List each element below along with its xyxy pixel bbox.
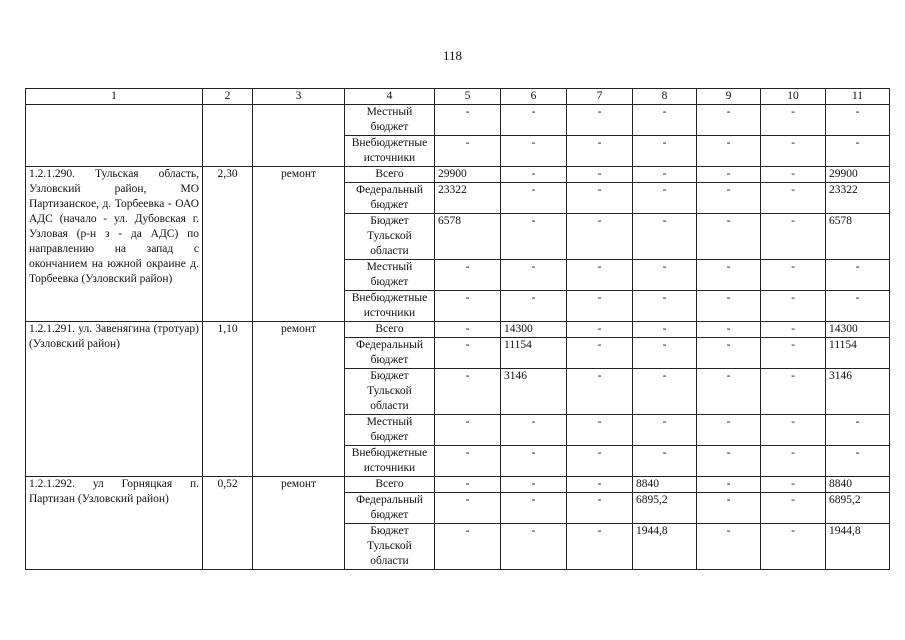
value-cell: 14300	[501, 322, 567, 338]
value-cell: -	[501, 214, 567, 260]
header-row	[26, 89, 890, 105]
value-cell: -	[697, 338, 761, 369]
length-cell	[203, 105, 253, 167]
value-cell: -	[633, 446, 697, 477]
column-header: 3	[253, 89, 345, 105]
value-cell: -	[761, 105, 826, 136]
work-type-cell: ремонт	[253, 322, 345, 477]
value-cell: -	[501, 183, 567, 214]
value-cell: -	[697, 446, 761, 477]
value-cell: -	[567, 446, 633, 477]
value-cell: -	[633, 369, 697, 415]
value-cell: 11154	[826, 338, 890, 369]
budget-table	[25, 88, 890, 570]
value-cell: 1944,8	[633, 524, 697, 570]
object-name-cell: 1.2.1.290. Тульская область, Узловский район, МО Партизанское, д. Торбеевка - ОАО АДС (начало - ул. Дубовская г. Узловая (р-н з - да АДС) по направлению на запад с окончанием на южной окраине д. Торбеевка (Узловский район)	[26, 167, 203, 322]
column-header: 9	[697, 89, 761, 105]
value-cell: -	[697, 183, 761, 214]
funding-source-cell: Федеральный бюджет	[345, 183, 435, 214]
value-cell: 3146	[826, 369, 890, 415]
value-cell: -	[435, 291, 501, 322]
value-cell: -	[761, 136, 826, 167]
value-cell: -	[826, 136, 890, 167]
value-cell: -	[567, 524, 633, 570]
value-cell: -	[501, 291, 567, 322]
work-type-cell	[253, 105, 345, 167]
value-cell: -	[826, 260, 890, 291]
value-cell: 14300	[826, 322, 890, 338]
value-cell: -	[435, 369, 501, 415]
value-cell: 23322	[435, 183, 501, 214]
value-cell: 29900	[435, 167, 501, 183]
column-header: 8	[633, 89, 697, 105]
value-cell: -	[761, 415, 826, 446]
value-cell: -	[501, 105, 567, 136]
value-cell: -	[567, 291, 633, 322]
value-cell: -	[435, 477, 501, 493]
value-cell: -	[567, 415, 633, 446]
value-cell: -	[697, 322, 761, 338]
value-cell: -	[435, 415, 501, 446]
length-cell: 2,30	[203, 167, 253, 322]
column-header: 10	[761, 89, 826, 105]
funding-source-cell: Местный бюджет	[345, 105, 435, 136]
value-cell: -	[435, 260, 501, 291]
funding-source-cell: Бюджет Тульской области	[345, 524, 435, 570]
value-cell: -	[501, 415, 567, 446]
value-cell: -	[633, 136, 697, 167]
value-cell: -	[761, 167, 826, 183]
value-cell: -	[761, 214, 826, 260]
table-row	[26, 322, 890, 338]
value-cell: -	[567, 369, 633, 415]
value-cell: -	[697, 214, 761, 260]
value-cell: -	[697, 369, 761, 415]
length-cell: 0,52	[203, 477, 253, 570]
value-cell: -	[501, 446, 567, 477]
value-cell: -	[633, 291, 697, 322]
value-cell: -	[501, 260, 567, 291]
value-cell: -	[826, 291, 890, 322]
value-cell: -	[697, 493, 761, 524]
value-cell: -	[435, 493, 501, 524]
value-cell: -	[633, 167, 697, 183]
value-cell: -	[826, 446, 890, 477]
table-row	[26, 167, 890, 183]
value-cell: -	[697, 291, 761, 322]
value-cell: -	[761, 493, 826, 524]
column-header: 1	[26, 89, 203, 105]
value-cell: -	[633, 260, 697, 291]
value-cell: -	[633, 214, 697, 260]
value-cell: -	[435, 105, 501, 136]
object-name-cell	[26, 105, 203, 167]
value-cell: -	[567, 477, 633, 493]
value-cell: -	[761, 369, 826, 415]
value-cell: -	[697, 167, 761, 183]
value-cell: -	[435, 446, 501, 477]
value-cell: -	[697, 260, 761, 291]
value-cell: 11154	[501, 338, 567, 369]
value-cell: 8840	[633, 477, 697, 493]
value-cell: -	[761, 291, 826, 322]
value-cell: -	[633, 415, 697, 446]
value-cell: -	[697, 105, 761, 136]
value-cell: -	[633, 338, 697, 369]
funding-source-cell: Всего	[345, 167, 435, 183]
value-cell: -	[567, 105, 633, 136]
value-cell: -	[567, 167, 633, 183]
value-cell: -	[697, 136, 761, 167]
value-cell: 8840	[826, 477, 890, 493]
funding-source-cell: Местный бюджет	[345, 415, 435, 446]
value-cell: -	[697, 524, 761, 570]
page-number: 118	[442, 48, 463, 63]
value-cell: 1944,8	[826, 524, 890, 570]
column-header: 5	[435, 89, 501, 105]
value-cell: 6895,2	[826, 493, 890, 524]
value-cell: -	[501, 493, 567, 524]
value-cell: -	[567, 338, 633, 369]
value-cell: -	[435, 524, 501, 570]
value-cell: -	[567, 214, 633, 260]
value-cell: -	[826, 415, 890, 446]
value-cell: -	[761, 260, 826, 291]
value-cell: -	[567, 183, 633, 214]
value-cell: -	[633, 322, 697, 338]
column-header: 4	[345, 89, 435, 105]
value-cell: 6578	[435, 214, 501, 260]
funding-source-cell: Федеральный бюджет	[345, 338, 435, 369]
funding-source-cell: Всего	[345, 322, 435, 338]
value-cell: -	[761, 183, 826, 214]
value-cell: -	[435, 322, 501, 338]
length-cell: 1,10	[203, 322, 253, 477]
column-header: 7	[567, 89, 633, 105]
funding-source-cell: Местный бюджет	[345, 260, 435, 291]
funding-source-cell: Бюджет Тульской области	[345, 214, 435, 260]
column-header: 2	[203, 89, 253, 105]
value-cell: -	[761, 338, 826, 369]
value-cell: -	[761, 524, 826, 570]
value-cell: -	[826, 105, 890, 136]
value-cell: 23322	[826, 183, 890, 214]
column-header: 11	[826, 89, 890, 105]
value-cell: -	[761, 322, 826, 338]
value-cell: -	[435, 136, 501, 167]
value-cell: -	[567, 322, 633, 338]
value-cell: 6895,2	[633, 493, 697, 524]
value-cell: -	[567, 493, 633, 524]
value-cell: -	[697, 415, 761, 446]
value-cell: -	[633, 183, 697, 214]
value-cell: 6578	[826, 214, 890, 260]
value-cell: 3146	[501, 369, 567, 415]
value-cell: -	[697, 477, 761, 493]
object-name-cell: 1.2.1.291. ул. Завенягина (тротуар) (Узловский район)	[26, 322, 203, 477]
column-header: 6	[501, 89, 567, 105]
funding-source-cell: Бюджет Тульской области	[345, 369, 435, 415]
value-cell: -	[501, 524, 567, 570]
funding-source-cell: Внебюджетные источники	[345, 446, 435, 477]
value-cell: -	[435, 338, 501, 369]
table-row	[26, 477, 890, 493]
funding-source-cell: Федеральный бюджет	[345, 493, 435, 524]
funding-source-cell: Внебюджетные источники	[345, 291, 435, 322]
value-cell: -	[501, 477, 567, 493]
value-cell: -	[633, 105, 697, 136]
value-cell: -	[567, 260, 633, 291]
value-cell: -	[501, 167, 567, 183]
value-cell: -	[567, 136, 633, 167]
object-name-cell: 1.2.1.292. ул Горняцкая п. Партизан (Узловский район)	[26, 477, 203, 570]
table-row	[26, 105, 890, 136]
work-type-cell: ремонт	[253, 477, 345, 570]
value-cell: -	[761, 477, 826, 493]
funding-source-cell: Внебюджетные источники	[345, 136, 435, 167]
value-cell: -	[761, 446, 826, 477]
value-cell: 29900	[826, 167, 890, 183]
funding-source-cell: Всего	[345, 477, 435, 493]
work-type-cell: ремонт	[253, 167, 345, 322]
value-cell: -	[501, 136, 567, 167]
